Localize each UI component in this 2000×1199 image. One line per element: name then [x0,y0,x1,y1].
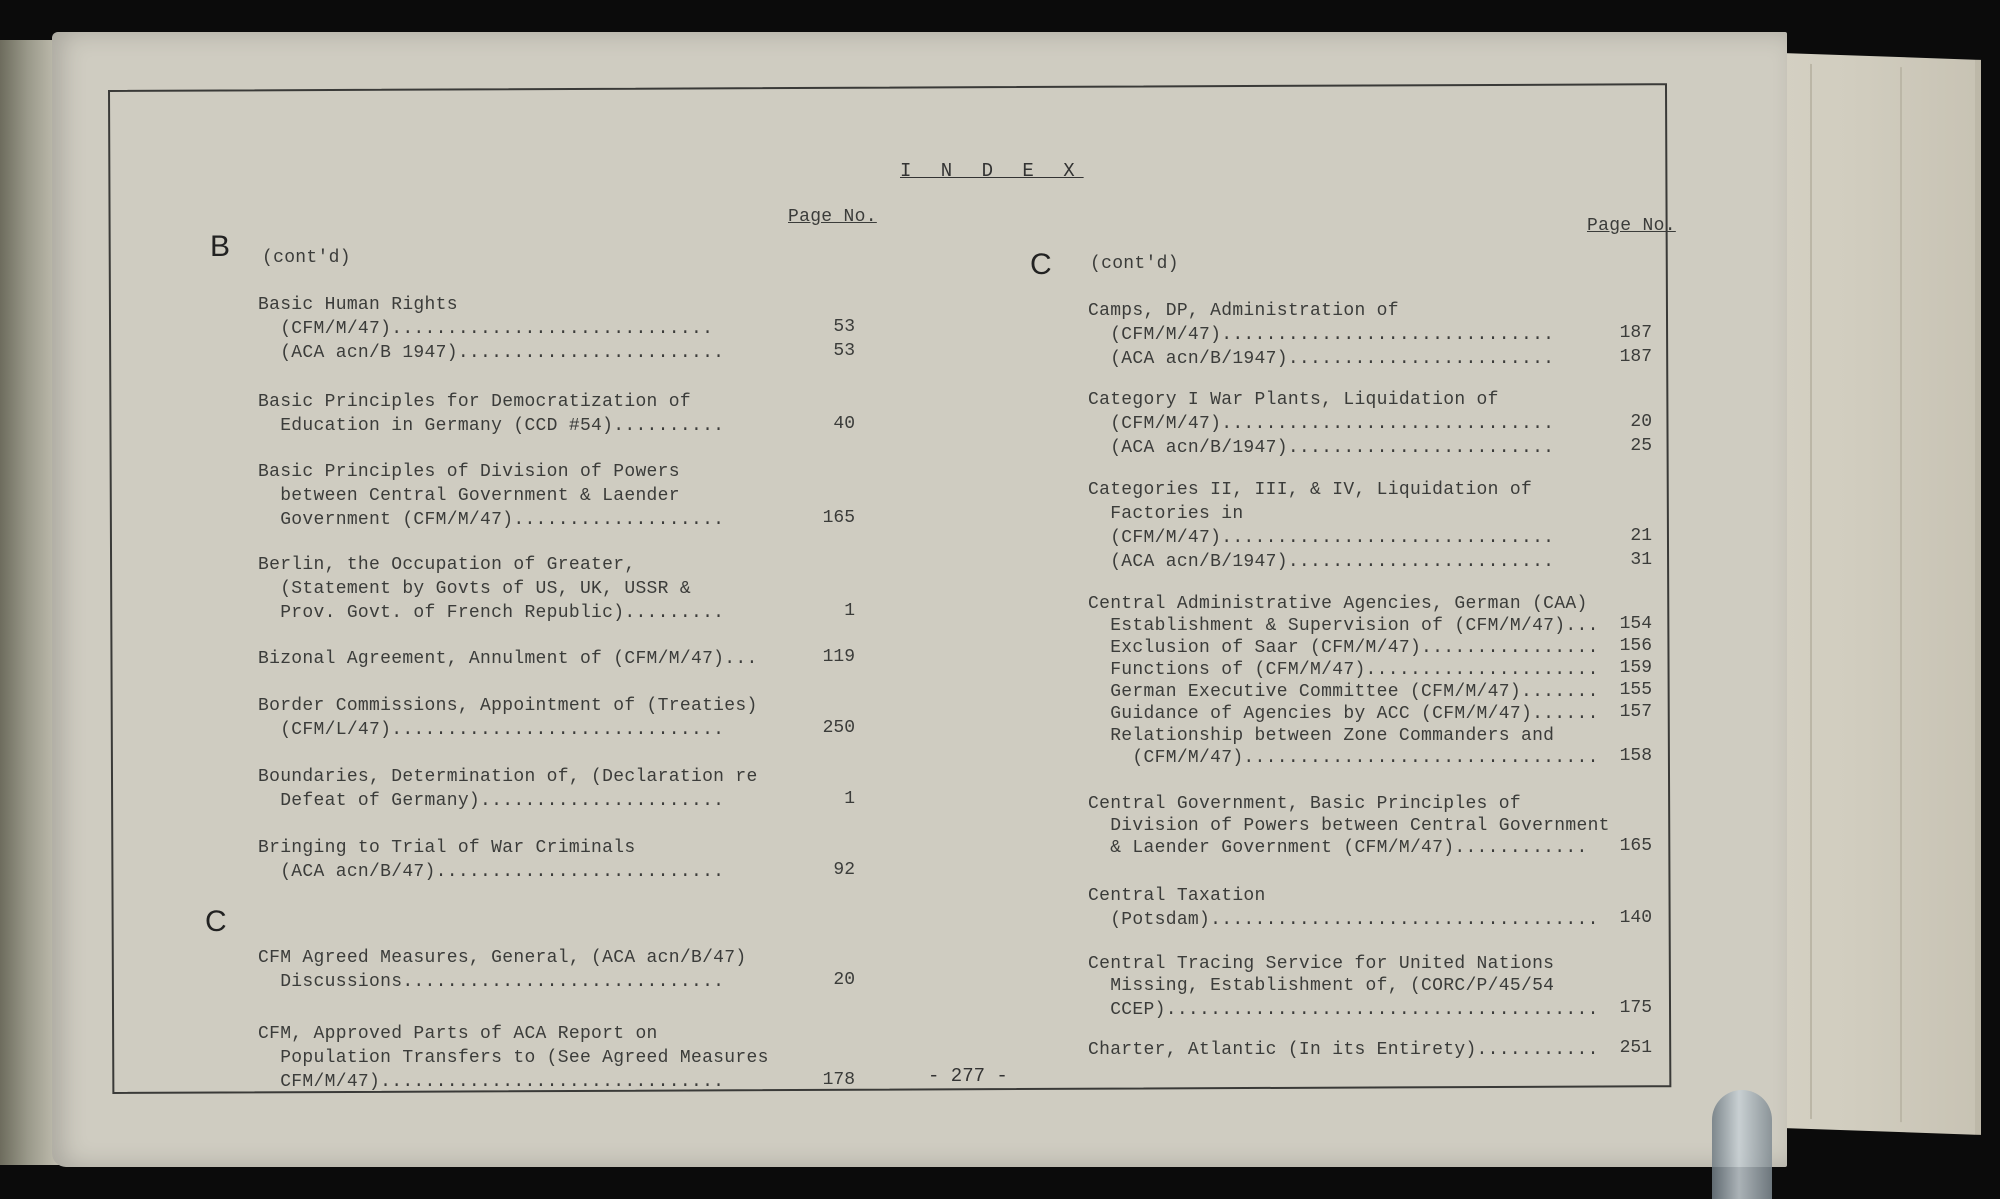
left-entry-text: (ACA acn/B 1947)........................ [258,343,725,363]
right-entry-page-number: 140 [1619,908,1652,928]
right-entry-text: Factories in [1088,504,1244,524]
left-entry-page-number: 40 [833,414,855,434]
left-entry-text: Basic Principles for Democratization of [258,392,691,412]
left-entry-page-number: 92 [833,860,855,880]
right-entry-text: Category I War Plants, Liquidation of [1088,390,1499,410]
right-entry-page-number: 251 [1619,1038,1652,1058]
section-letter-c-right: C [1030,248,1052,281]
left-entry-text: CFM Agreed Measures, General, (ACA acn/B/47) [258,948,747,968]
right-entry-text: Categories II, III, & IV, Liquidation of [1088,480,1533,500]
left-entry-text: Education in Germany (CCD #54).......... [258,416,725,436]
left-entry-text: between Central Government & Laender [258,486,680,506]
right-entry-text: Exclusion of Saar (CFM/M/47)................ [1088,638,1599,658]
right-entry-text: (Potsdam)................................... [1088,910,1599,930]
left-entry-text: Boundaries, Determination of, (Declaration re [258,767,758,787]
right-entry-text: Functions of (CFM/M/47)..................... [1088,660,1599,680]
left-entry-text: Basic Principles of Division of Powers [258,462,680,482]
left-entry-page-number: 250 [822,718,855,738]
left-page-no-header: Page No. [788,207,877,227]
right-entry-text: Guidance of Agencies by ACC (CFM/M/47)...... [1088,704,1599,724]
left-entry-page-number: 53 [833,341,855,361]
right-entry-page-number: 175 [1619,998,1652,1018]
right-entry-text: (ACA acn/B/1947)........................ [1088,349,1555,369]
left-entry-text: Defeat of Germany)...................... [258,791,725,811]
left-entry-page-number: 53 [833,317,855,337]
right-entry-page-number: 20 [1630,412,1652,432]
right-entry-page-number: 21 [1630,526,1652,546]
right-entry-text: Missing, Establishment of, (CORC/P/45/54 [1088,976,1555,996]
right-entry-text: Relationship between Zone Commanders and [1088,726,1555,746]
left-entry-text: Bizonal Agreement, Annulment of (CFM/M/47)... [258,649,758,669]
left-entry-page-number: 20 [833,970,855,990]
right-entry-text: (CFM/M/47).............................. [1088,325,1555,345]
left-entry-text: Basic Human Rights [258,295,458,315]
left-entry-text: (CFM/M/47)............................. [258,319,714,339]
page-number: - 277 - [928,1065,1008,1087]
left-entry-text: Discussions............................. [258,972,725,992]
right-entry-text: (CFM/M/47).............................. [1088,414,1555,434]
right-entry-page-number: 154 [1619,614,1652,634]
right-entry-page-number: 25 [1630,436,1652,456]
right-entry-page-number: 155 [1619,680,1652,700]
right-entry-text: (CFM/M/47).............................. [1088,528,1555,548]
right-entry-text: (CFM/M/47)................................ [1088,748,1599,768]
right-entry-page-number: 159 [1619,658,1652,678]
index-title: I N D E X [900,160,1084,182]
section-c-continued: (cont'd) [1090,254,1179,274]
right-entry-text: Central Administrative Agencies, German (CAA) [1088,594,1588,614]
right-entry-text: German Executive Committee (CFM/M/47)....... [1088,682,1599,702]
page-clip [1712,1090,1772,1199]
right-entry-text: (ACA acn/B/1947)........................ [1088,438,1555,458]
right-entry-page-number: 158 [1619,746,1652,766]
section-b-continued: (cont'd) [262,248,351,268]
right-entry-text: Central Tracing Service for United Nations [1088,954,1555,974]
right-entry-text: Division of Powers between Central Government [1088,816,1610,836]
right-entry-text: Central Taxation [1088,886,1266,906]
right-entry-text: (ACA acn/B/1947)........................ [1088,552,1555,572]
left-entry-page-number: 178 [822,1070,855,1090]
right-entry-text: & Laender Government (CFM/M/47)............ [1088,838,1588,858]
left-entry-text: Population Transfers to (See Agreed Measures [258,1048,769,1068]
right-entry-text: Camps, DP, Administration of [1088,301,1399,321]
right-entry-text: Establishment & Supervision of (CFM/M/47)... [1088,616,1599,636]
left-entry-page-number: 119 [822,647,855,667]
right-entry-page-number: 187 [1619,323,1652,343]
left-entry-text: Prov. Govt. of French Republic)......... [258,603,725,623]
section-letter-c-left: C [205,905,227,938]
section-letter-b: B [210,230,231,263]
left-entry-text: Government (CFM/M/47)................... [258,510,725,530]
left-entry-text: (CFM/L/47).............................. [258,720,725,740]
left-entry-text: CFM, Approved Parts of ACA Report on [258,1024,658,1044]
left-entry-text: Berlin, the Occupation of Greater, [258,555,636,575]
left-entry-text: Bringing to Trial of War Criminals [258,838,636,858]
left-entry-text: (Statement by Govts of US, UK, USSR & [258,579,691,599]
left-entry-text: Border Commissions, Appointment of (Treaties) [258,696,758,716]
left-entry-text: (ACA acn/B/47).......................... [258,862,725,882]
right-entry-page-number: 187 [1619,347,1652,367]
right-entry-page-number: 165 [1619,836,1652,856]
left-entry-page-number: 165 [822,508,855,528]
left-entry-page-number: 1 [844,789,855,809]
right-entry-text: CCEP)....................................... [1088,1000,1599,1020]
left-entry-page-number: 1 [844,601,855,621]
right-entry-page-number: 31 [1630,550,1652,570]
left-entry-text: CFM/M/47)............................... [258,1072,725,1092]
right-entry-text: Central Government, Basic Principles of [1088,794,1521,814]
right-entry-text: Charter, Atlantic (In its Entirety)........... [1088,1040,1599,1060]
right-entry-page-number: 157 [1619,702,1652,722]
right-page-no-header: Page No. [1587,216,1676,236]
right-entry-page-number: 156 [1619,636,1652,656]
